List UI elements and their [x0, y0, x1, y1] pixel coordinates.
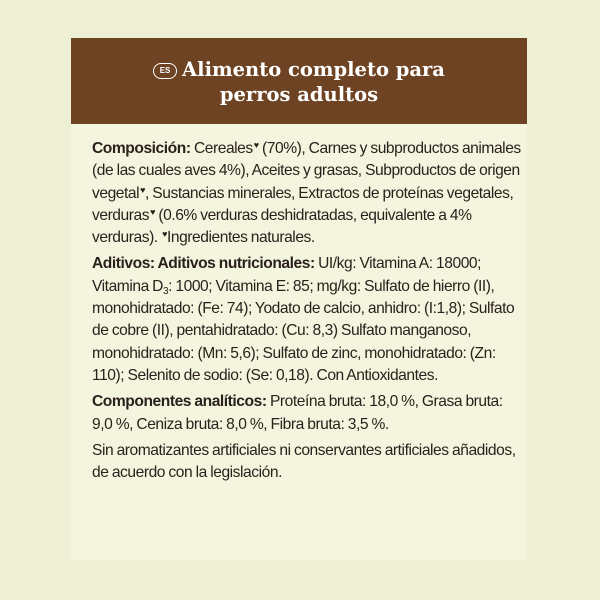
- additives-text-1: UI/kg: Vitamina A: 18000; Vitamina D: [92, 255, 482, 295]
- label-content: [92, 138, 522, 488]
- label-header: [71, 38, 527, 124]
- composition-text-1: Cereales: [190, 140, 253, 157]
- composition-paragraph: [92, 138, 522, 249]
- composition-text-4: (0.6% verduras deshidratadas, equivalente a 4% verduras).: [92, 206, 472, 247]
- title-line1-text: Alimento completo para: [182, 58, 445, 81]
- additives-label: Aditivos: Aditivos nutricionales:: [92, 255, 315, 273]
- additives-text-2: : 1000; Vitamina E: 85; mg/kg: Sulfato de hierro (II), monohidratado: (Fe: 74); Yodato de calcio, anhidro: (I:1,8); Sulfato de cobre (II), pentahidratado: (Cu: 8,3) Sulfato manganoso, monohidratado: (Mn: 5,6); Sulfato de zinc, monohidratado: (Zn: 110); Selenito de sodio: (Se: 0,18). Con Antioxidantes.: [92, 277, 515, 384]
- composition-text-5: Ingredientes naturales.: [166, 229, 315, 247]
- language-badge: ES: [153, 63, 177, 79]
- analytics-label: Componentes analíticos:: [92, 393, 267, 411]
- header-title-line1: [71, 57, 527, 82]
- analytics-paragraph: [92, 391, 522, 436]
- header-title-line2: perros adultos: [219, 83, 379, 106]
- composition-text-3: , Sustancias minerales, Extractos de proteínas vegetales, verduras: [92, 184, 514, 224]
- composition-text-2: (70%), Carnes y subproductos animales (de las cuales aves 4%), Aceites y grasas, Subproductos de origen vegetal: [92, 140, 521, 202]
- analytics-text: Proteína bruta: 18,0 %, Grasa bruta: 9,0 %, Ceniza bruta: 8,0 %, Fibra bruta: 3,5 %.: [92, 393, 503, 433]
- heart-icon: ♥: [150, 206, 155, 217]
- heart-icon: ♥: [140, 184, 146, 195]
- composition-label: Composición:: [92, 140, 191, 157]
- vitamin-d-subscript: 3: [162, 285, 169, 297]
- footer-note: Sin aromatizantes artificiales ni conservantes artificiales añadidos, de acuerdo con la legislación.: [92, 441, 516, 482]
- heart-icon: ♥: [253, 140, 259, 150]
- heart-icon: ♥: [162, 229, 167, 240]
- additives-paragraph: [92, 253, 522, 387]
